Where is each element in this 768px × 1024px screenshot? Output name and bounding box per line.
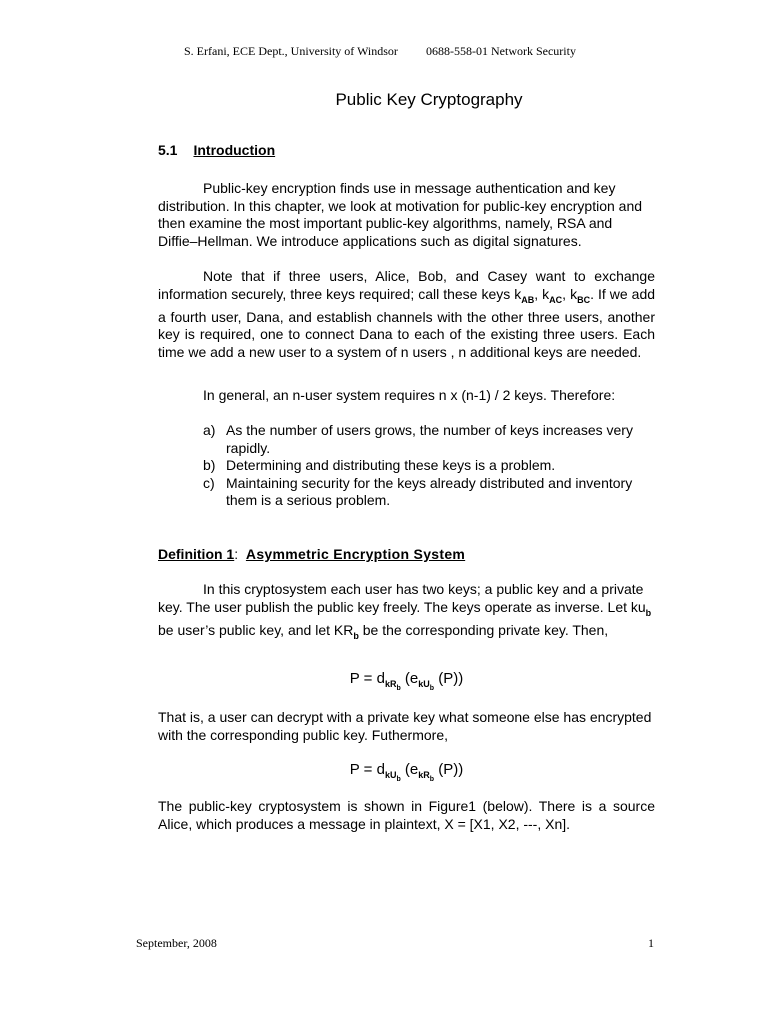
definition-label: Definition 1 xyxy=(158,546,235,562)
sep-1: , k xyxy=(534,285,550,302)
paragraph-cryptosystem-text-2: be user’s public key, and let KR xyxy=(158,621,354,638)
definition-title: Asymmetric Encryption System xyxy=(245,546,466,562)
section-title: Introduction xyxy=(193,142,276,158)
eq2-d-sub: kU xyxy=(384,770,397,780)
subscript-b: b xyxy=(353,630,359,641)
paragraph-decrypt-text: That is, a user can decrypt with a private key what someone else has encrypted with the corresponding public key. Futhermore, xyxy=(158,709,652,743)
page-title: Public Key Cryptography xyxy=(335,90,523,109)
paragraph-general xyxy=(158,387,655,405)
equation-2 xyxy=(158,761,655,783)
eq1-rhs: (P)) xyxy=(434,670,464,687)
eq1-mid: (e xyxy=(400,670,419,687)
eq1-lhs: P = d xyxy=(349,670,385,687)
equation-1 xyxy=(158,670,655,692)
list-text: Maintaining security for the keys already distributed and inventory them is a serious problem. xyxy=(226,474,633,508)
eq2-d-subsub: b xyxy=(396,775,401,783)
paragraph-cryptosystem-text-3: be the corresponding private key. Then, xyxy=(358,621,609,638)
paragraph-keys-text-2: . If we add a fourth user, Dana, and establish channels with the other three users, another key is required, one to connect Dana to each of the existing three users. Each time we add a new user to a system of n users , n additional keys are needed. xyxy=(158,285,656,360)
section-heading xyxy=(158,142,275,158)
paragraph-general-text: In general, an n-user system requires n x (n-1) / 2 keys. Therefore: xyxy=(203,387,616,403)
paragraph-figure xyxy=(158,798,655,833)
eq1-e-sub: kU xyxy=(418,679,430,689)
paragraph-decrypt xyxy=(158,709,655,744)
paragraph-cryptosystem xyxy=(158,581,655,645)
paragraph-intro xyxy=(158,180,655,250)
list-marker: b) xyxy=(203,457,216,473)
list-item xyxy=(203,475,643,510)
paragraph-keys-text-1: Note that if three users, Alice, Bob, and Casey want to exchange information securely, three keys required; call these keys k xyxy=(158,268,655,302)
list-text: Determining and distributing these keys is a problem. xyxy=(226,457,556,473)
footer-date: September, 2008 xyxy=(136,936,217,950)
paragraph-keys xyxy=(158,268,655,361)
list-marker: c) xyxy=(203,474,215,491)
sep-2: , k xyxy=(562,285,578,302)
subscript-ac: AC xyxy=(549,294,563,305)
eq1-d-sub: kR xyxy=(384,679,397,689)
list-item xyxy=(203,457,643,475)
section-number: 5.1 xyxy=(158,142,178,158)
paragraph-intro-text: Public-key encryption finds use in message authentication and key distribution. In this chapter, we look at motivation for public-key encryption and then examine the most important public-key algorithms, namely, RSA and Diffie–Hellman. We introduce applications such as digital signatures. xyxy=(158,180,643,249)
list-text: As the number of users grows, the number of keys increases very rapidly. xyxy=(226,422,633,456)
header-right: 0688-558-01 Network Security xyxy=(426,44,576,58)
eq2-mid: (e xyxy=(400,761,419,778)
eq2-lhs: P = d xyxy=(349,761,385,778)
list-item xyxy=(203,422,643,457)
eq1-e-subsub: b xyxy=(429,684,435,692)
list-marker: a) xyxy=(203,422,216,438)
subscript-b: b xyxy=(645,607,652,618)
consequence-list xyxy=(203,422,643,510)
eq2-e-subsub: b xyxy=(429,775,435,783)
eq1-d-subsub: b xyxy=(396,684,401,692)
subscript-ab: AB xyxy=(521,294,535,305)
definition-heading xyxy=(158,546,465,562)
definition-colon: : xyxy=(234,546,239,562)
paragraph-figure-text: The public-key cryptosystem is shown in Figure1 (below). There is a source Alice, which produces a message in plaintext, X = [X1, X2, ---, Xn]. xyxy=(158,798,655,832)
paragraph-cryptosystem-text-1: In this cryptosystem each user has two keys; a public key and a private key. The user publish the public key freely. The keys operate as inverse. Let ku xyxy=(158,581,646,615)
eq2-e-sub: kR xyxy=(418,770,430,780)
eq2-rhs: (P)) xyxy=(434,761,464,778)
subscript-bc: BC xyxy=(577,294,591,305)
page-number: 1 xyxy=(648,936,654,950)
header-left: S. Erfani, ECE Dept., University of Windsor xyxy=(184,44,398,58)
